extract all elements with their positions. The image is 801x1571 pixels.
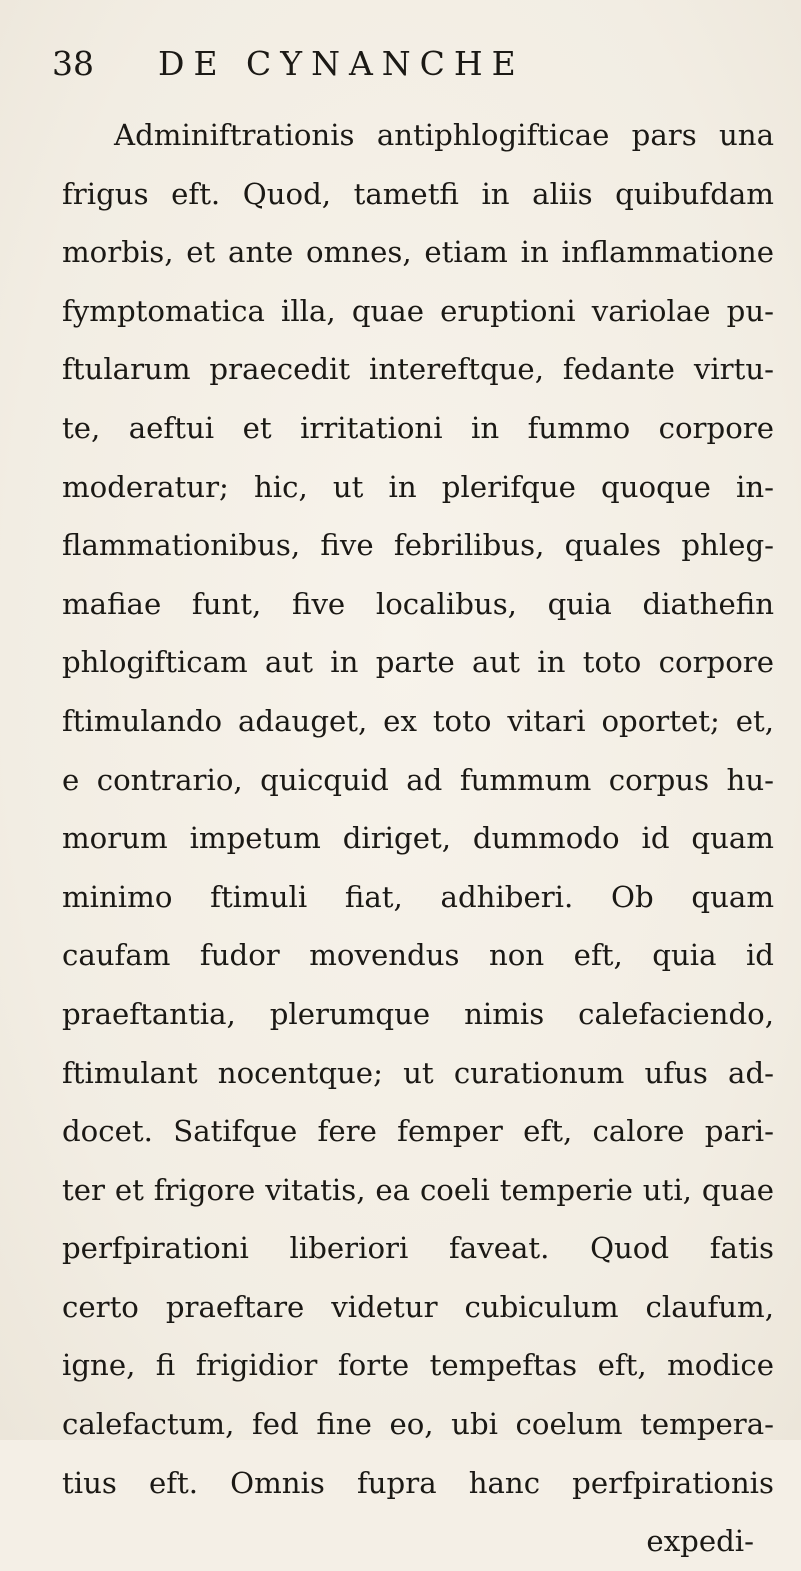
text-line: te, aeftui et irritationi in fummo corpore (62, 410, 774, 445)
catchword: expedi- (646, 1524, 754, 1559)
text-line: fymptomatica illa, quae eruptioni variolae pu- (62, 293, 774, 328)
text-line: minimo ftimuli fiat, adhiberi. Ob quam (62, 879, 774, 914)
text-line: flammationibus, five febrilibus, quales phleg- (62, 528, 774, 563)
text-line: morum impetum diriget, dummodo id quam (62, 821, 774, 856)
text-line: praeftantia, plerumque nimis calefaciendo, (62, 996, 774, 1031)
text-line: morbis, et ante omnes, etiam in inflammatione (62, 235, 774, 270)
text-line: tius eft. Omnis fupra hanc perfpirationis (62, 1465, 774, 1500)
text-line: ftularum praecedit intereftque, fedante virtu- (62, 352, 774, 387)
text-line: ftimulant nocentque; ut curationum ufus ad- (62, 1055, 774, 1090)
text-line: docet. Satifque fere femper eft, calore pari- (62, 1114, 774, 1149)
text-line: caufam fudor movendus non eft, quia id (62, 938, 774, 973)
text-line: frigus eft. Quod, tametfi in aliis quibufdam (62, 176, 774, 211)
page-number: 38 (52, 44, 94, 83)
text-line: phlogifticam aut in parte aut in toto corpore (62, 645, 774, 680)
body-text (62, 106, 774, 1571)
text-line: perfpirationi liberiori faveat. Quod fatis (62, 1231, 774, 1266)
text-line: calefactum, fed fine eo, ubi coelum tempera- (62, 1407, 774, 1442)
text-line: certo praeftare videtur cubiculum claufum, (62, 1289, 774, 1324)
text-line: ter et frigore vitatis, ea coeli temperie uti, quae (62, 1172, 774, 1207)
text-line: Adminiftrationis antiphlogifticae pars una (114, 118, 774, 152)
running-head: DE CYNANCHE (158, 44, 525, 83)
page-header (52, 44, 525, 94)
text-line: igne, fi frigidior forte tempeftas eft, modice (62, 1348, 774, 1383)
text-line: e contrario, quicquid ad fummum corpus hu- (62, 762, 774, 797)
text-line: mafiae funt, five localibus, quia diathefin (62, 586, 774, 621)
text-line: ftimulando adauget, ex toto vitari oportet; et, (62, 703, 774, 738)
text-line: moderatur; hic, ut in plerifque quoque in- (62, 469, 774, 504)
